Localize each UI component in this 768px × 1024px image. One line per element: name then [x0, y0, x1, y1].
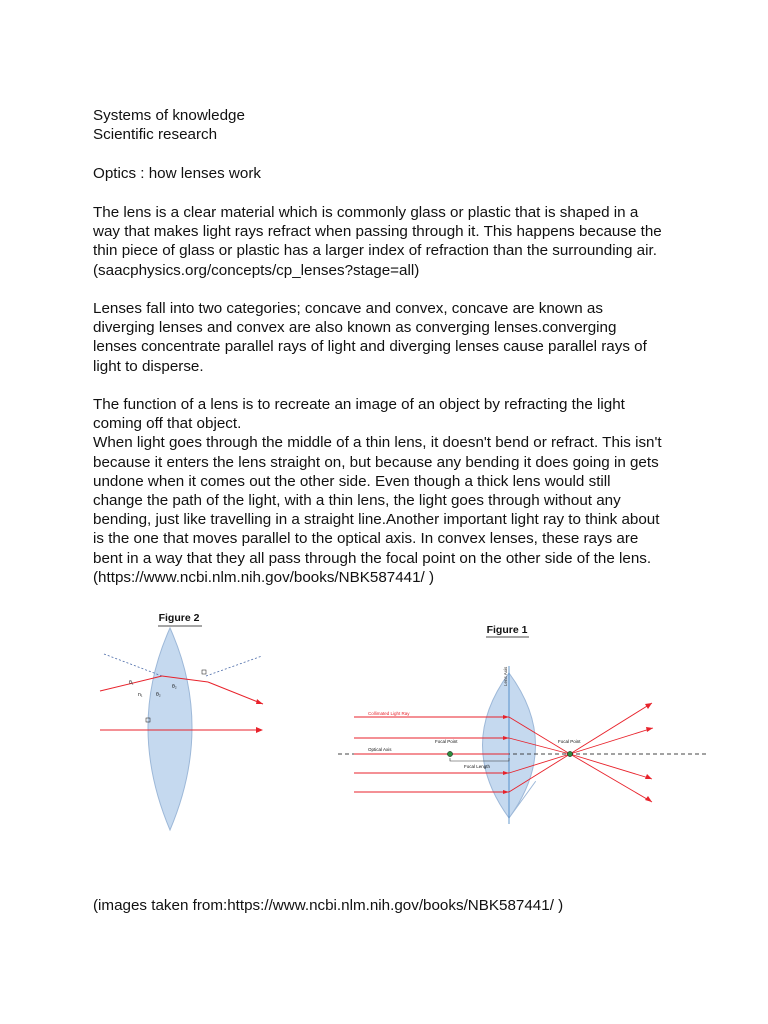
figure-1-title: Figure 1	[486, 624, 528, 636]
figure-1-label-lens-axis: Lens Axis	[503, 666, 508, 686]
paragraph-line: diverging lenses and convex are also known as converging lenses.converging	[93, 319, 617, 337]
figure-1-outgoing-ray	[570, 754, 652, 802]
paragraph-line: because it enters the lens straight on, but because any bending it does going in gets	[93, 453, 659, 471]
paragraph-line: coming off that object.	[93, 415, 242, 433]
figure-2-label-theta2b: θ₂	[172, 684, 177, 690]
figure-2-refraction-diagram	[96, 606, 268, 832]
document-subtitle	[93, 164, 683, 183]
figure-2-title: Figure 2	[158, 612, 200, 624]
figure-1-outgoing-arrowheads	[645, 703, 653, 802]
figure-1-label-optical-axis: Optical Axis	[368, 747, 392, 752]
figure-1-focal-point-left	[447, 751, 452, 756]
figure-1-arrowhead	[645, 796, 652, 802]
caption-text: (images taken from:https://www.ncbi.nlm.nih.gov/books/NBK587441/ )	[93, 897, 564, 914]
paragraph-line: change the path of the light, with a thin lens, the light goes through without any	[93, 492, 621, 510]
paragraph-line: bent in a way that they all pass through the focal point on the other side of the lens.	[93, 549, 652, 567]
figure-1-label-focal-length: Focal Length	[464, 764, 491, 769]
figure-1-label-focal-point-left: Focal Point	[435, 739, 458, 744]
figure-2-exit-ray	[208, 682, 263, 704]
figure-2-normal-left	[104, 654, 162, 676]
figure-2-right-angle-mark	[202, 670, 206, 674]
figure-2-exit-arrowhead	[256, 699, 263, 704]
paragraph-line: (https://www.ncbi.nlm.nih.gov/books/NBK587441/ )	[93, 568, 435, 586]
figure-2-label-theta1: θ₁	[129, 680, 134, 686]
header-line-course: Systems of knowledge	[93, 107, 245, 124]
paragraph-line: undone when it comes out the other side. Even though a thick lens would still	[93, 472, 611, 490]
document-header	[93, 106, 683, 144]
figure-1-label-focal-point-right: Focal Point	[558, 739, 581, 744]
figure-2-label-n1: n₁	[138, 692, 143, 698]
figure-2-normal-right	[206, 656, 262, 676]
figure-1-outgoing-ray	[570, 703, 652, 754]
paragraph-line: bending, just like travelling in a straight line.Another important light ray to think about	[93, 511, 660, 529]
paragraph-line: (saacphysics.org/concepts/cp_lenses?stage=all)	[93, 261, 420, 279]
paragraph-line: When light goes through the middle of a thin lens, it doesn't bend or refract. This isn't	[93, 434, 662, 452]
paragraph-line: light to disperse.	[93, 357, 204, 375]
paragraph-line: The lens is a clear material which is commonly glass or plastic that is shaped in a	[93, 204, 639, 221]
paragraph-line: lenses concentrate parallel rays of light and diverging lenses cause parallel rays of	[93, 338, 647, 356]
figure-1-focal-point-right	[567, 751, 572, 756]
header-line-topic: Scientific research	[93, 126, 218, 144]
paragraph-line: is the one that moves parallel to the optical axis. In convex lenses, these rays are	[93, 530, 639, 548]
figure-1-outgoing-ray	[570, 754, 652, 779]
figure-1-outgoing-ray	[570, 728, 653, 754]
figure-1-label-collimated: Collimated Light Ray	[368, 711, 410, 716]
paragraph-lens-function	[93, 395, 683, 587]
figure-source-caption	[93, 896, 683, 915]
paragraph-line: way that makes light rays refract when passing through it. This happens because the	[93, 223, 662, 241]
figure-1-arrowhead	[645, 703, 652, 709]
figure-2-label-theta2: θ₂	[156, 692, 161, 698]
figure-2-axial-arrowhead	[256, 727, 263, 733]
subtitle-text: Optics : how lenses work	[93, 165, 261, 182]
paragraph-line: The function of a lens is to recreate an image of an object by refracting the light	[93, 396, 625, 413]
figure-1-converging-lens-diagram	[336, 618, 710, 824]
figure-1-arrowhead	[645, 774, 652, 779]
paragraph-lens-definition	[93, 203, 683, 280]
paragraph-line: thin piece of glass or plastic has a larger index of refraction than the surrounding air.	[93, 242, 657, 260]
paragraph-lens-categories	[93, 299, 683, 376]
paragraph-line: Lenses fall into two categories; concave and convex, concave are known as	[93, 300, 603, 317]
figure-1-arrowhead	[646, 727, 653, 732]
figure-2-lens	[148, 628, 192, 830]
